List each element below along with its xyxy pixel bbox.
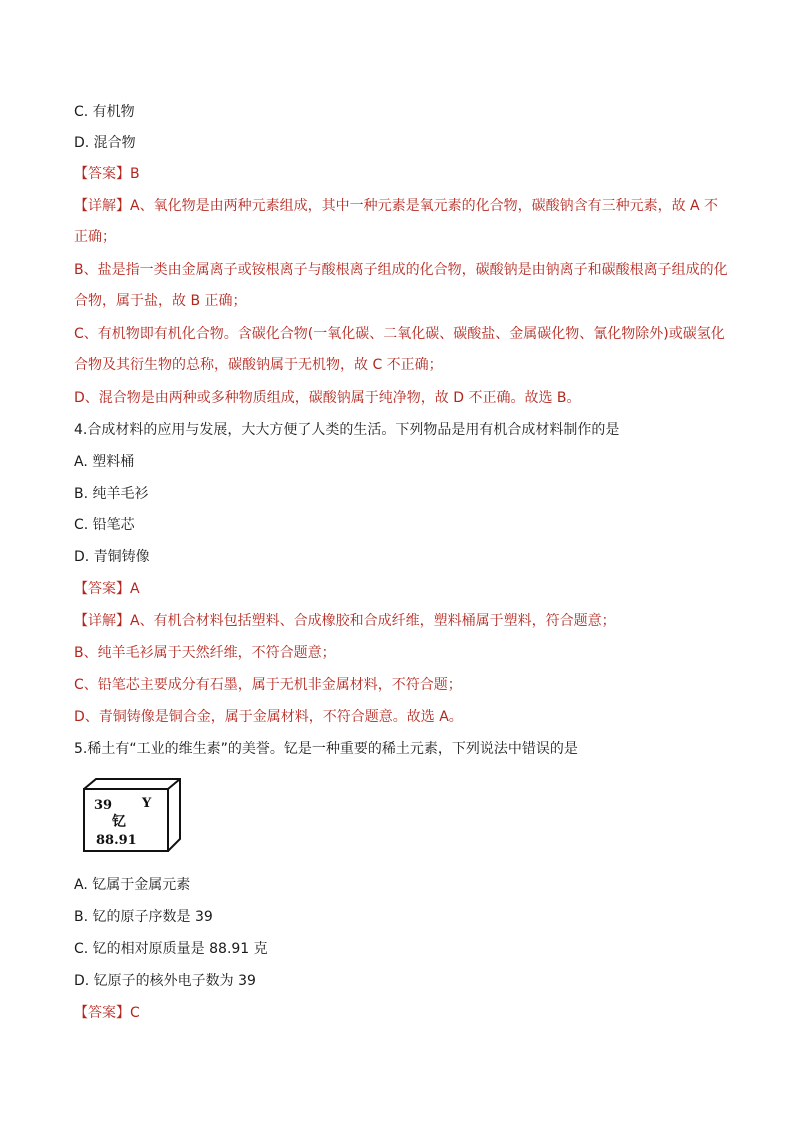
q3-explain-line: 合物及其衍生物的总称，碳酸钠属于无机物，故 C 不正确； — [74, 357, 443, 373]
q4-option-d: D. 青铜铸像 — [74, 549, 150, 565]
q5-option-a: A. 钇属于金属元素 — [74, 877, 191, 893]
element-mass: 88.91 — [96, 833, 137, 848]
q3-explain-line: B、盐是指一类由金属离子或铵根离子与酸根离子组成的化合物，碳酸钠是由钠离子和碳酸根离子组成的化 — [74, 262, 728, 278]
periodic-element-card — [82, 777, 182, 853]
q3-option-c: C. 有机物 — [74, 104, 135, 120]
q4-option-c: C. 铅笔芯 — [74, 517, 135, 533]
answer-tag: 【答案】 — [74, 166, 130, 182]
q3-answer — [74, 165, 140, 183]
q4-explain-line: 【详解】A、有机合材料包括塑料、合成橡胶和合成纤维，塑料桶属于塑料，符合题意； — [74, 613, 616, 629]
q5-answer — [74, 1004, 140, 1022]
q4-explain-line: C、铅笔芯主要成分有石墨，属于无机非金属材料，不符合题； — [74, 677, 462, 693]
answer-value: B — [130, 166, 140, 182]
element-name: 钇 — [112, 814, 126, 830]
answer-tag: 【答案】 — [74, 1005, 130, 1021]
element-number: 39 — [94, 798, 113, 813]
element-symbol: Y — [142, 796, 152, 811]
q5-option-c: C. 钇的相对原质量是 88.91 克 — [74, 941, 268, 957]
q4-option-a: A. 塑料桶 — [74, 454, 135, 470]
answer-value: A — [130, 581, 140, 597]
q3-option-d: D. 混合物 — [74, 135, 136, 151]
q3-explain-line: 合物，属于盐，故 B 正确； — [74, 293, 247, 309]
answer-tag: 【答案】 — [74, 581, 130, 597]
answer-value: C — [130, 1005, 140, 1021]
q5-option-b: B. 钇的原子序数是 39 — [74, 909, 213, 925]
q3-explain-line: 【详解】A、氧化物是由两种元素组成，其中一种元素是氧元素的化合物，碳酸钠含有三种元素，故 A 不 — [74, 198, 719, 214]
q3-explain-line: C、有机物即有机化合物。含碳化合物(一氧化碳、二氧化碳、碳酸盐、金属碳化物、氰化物除外)或碳氢化 — [74, 326, 725, 342]
q5-stem: 5.稀土有“工业的维生素”的美誉。钇是一种重要的稀土元素，下列说法中错误的是 — [74, 741, 578, 757]
q4-explain-line: D、青铜铸像是铜合金，属于金属材料，不符合题意。故选 A。 — [74, 709, 463, 725]
q5-option-d: D. 钇原子的核外电子数为 39 — [74, 973, 256, 989]
q4-stem: 4.合成材料的应用与发展，大大方便了人类的生活。下列物品是用有机合成材料制作的是 — [74, 422, 620, 438]
q4-explain-line: B、纯羊毛衫属于天然纤维，不符合题意； — [74, 645, 336, 661]
q3-explain-line: D、混合物是由两种或多种物质组成，碳酸钠属于纯净物，故 D 不正确。故选 B。 — [74, 390, 581, 406]
q3-explain-line: 正确； — [74, 229, 116, 245]
q4-answer — [74, 580, 140, 598]
q4-option-b: B. 纯羊毛衫 — [74, 486, 149, 502]
